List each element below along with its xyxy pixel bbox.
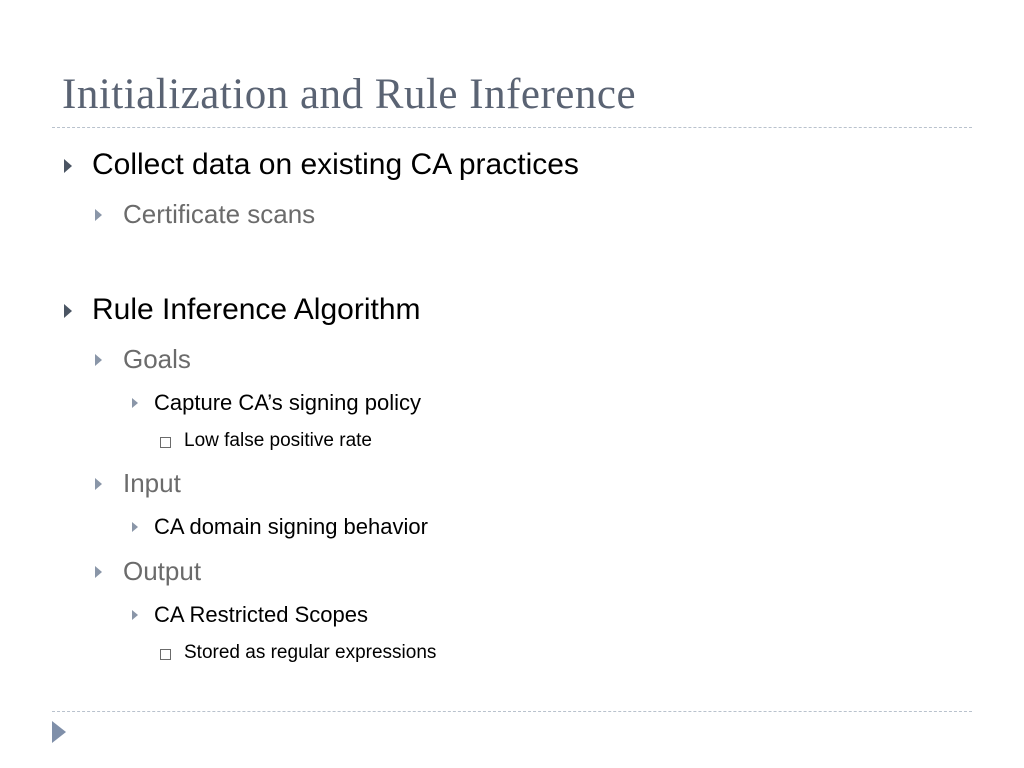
triangle-bullet-icon xyxy=(64,304,72,318)
bullet-capture-policy xyxy=(154,390,421,416)
square-bullet-icon xyxy=(160,649,171,660)
bullet-text: Goals xyxy=(123,344,191,374)
bullet-output xyxy=(123,556,201,587)
triangle-bullet-icon xyxy=(95,478,102,490)
bullet-input xyxy=(123,468,181,499)
bullet-certificate-scans xyxy=(123,199,315,230)
bullet-text: Capture CA’s signing policy xyxy=(154,390,421,415)
triangle-bullet-icon xyxy=(132,398,138,408)
triangle-bullet-icon xyxy=(95,209,102,221)
footer-divider xyxy=(52,711,972,712)
bullet-text: Output xyxy=(123,556,202,586)
bullet-collect-data xyxy=(92,148,579,182)
bullet-text: Stored as regular expressions xyxy=(184,642,437,663)
square-bullet-icon xyxy=(160,437,171,448)
bullet-regular-expressions xyxy=(184,642,436,664)
bullet-rule-inference xyxy=(92,293,421,327)
bullet-text: Collect data on existing CA practices xyxy=(92,148,579,181)
bullet-text: Certificate scans xyxy=(123,199,316,229)
triangle-bullet-icon xyxy=(64,159,72,173)
bullet-text: Low false positive rate xyxy=(184,430,372,451)
bullet-goals xyxy=(123,344,191,375)
title-divider xyxy=(52,127,972,128)
triangle-bullet-icon xyxy=(95,354,102,366)
slide-corner-arrow-icon xyxy=(52,721,66,743)
bullet-text: Rule Inference Algorithm xyxy=(92,293,421,326)
triangle-bullet-icon xyxy=(95,566,102,578)
bullet-text: CA Restricted Scopes xyxy=(154,602,368,627)
triangle-bullet-icon xyxy=(132,522,138,532)
triangle-bullet-icon xyxy=(132,610,138,620)
bullet-text: Input xyxy=(123,468,181,498)
bullet-restricted-scopes xyxy=(154,602,368,628)
bullet-low-false-positive xyxy=(184,430,372,452)
bullet-text: CA domain signing behavior xyxy=(154,514,428,539)
bullet-ca-domain-signing xyxy=(154,514,428,540)
slide-title: Initialization and Rule Inference xyxy=(62,71,637,118)
